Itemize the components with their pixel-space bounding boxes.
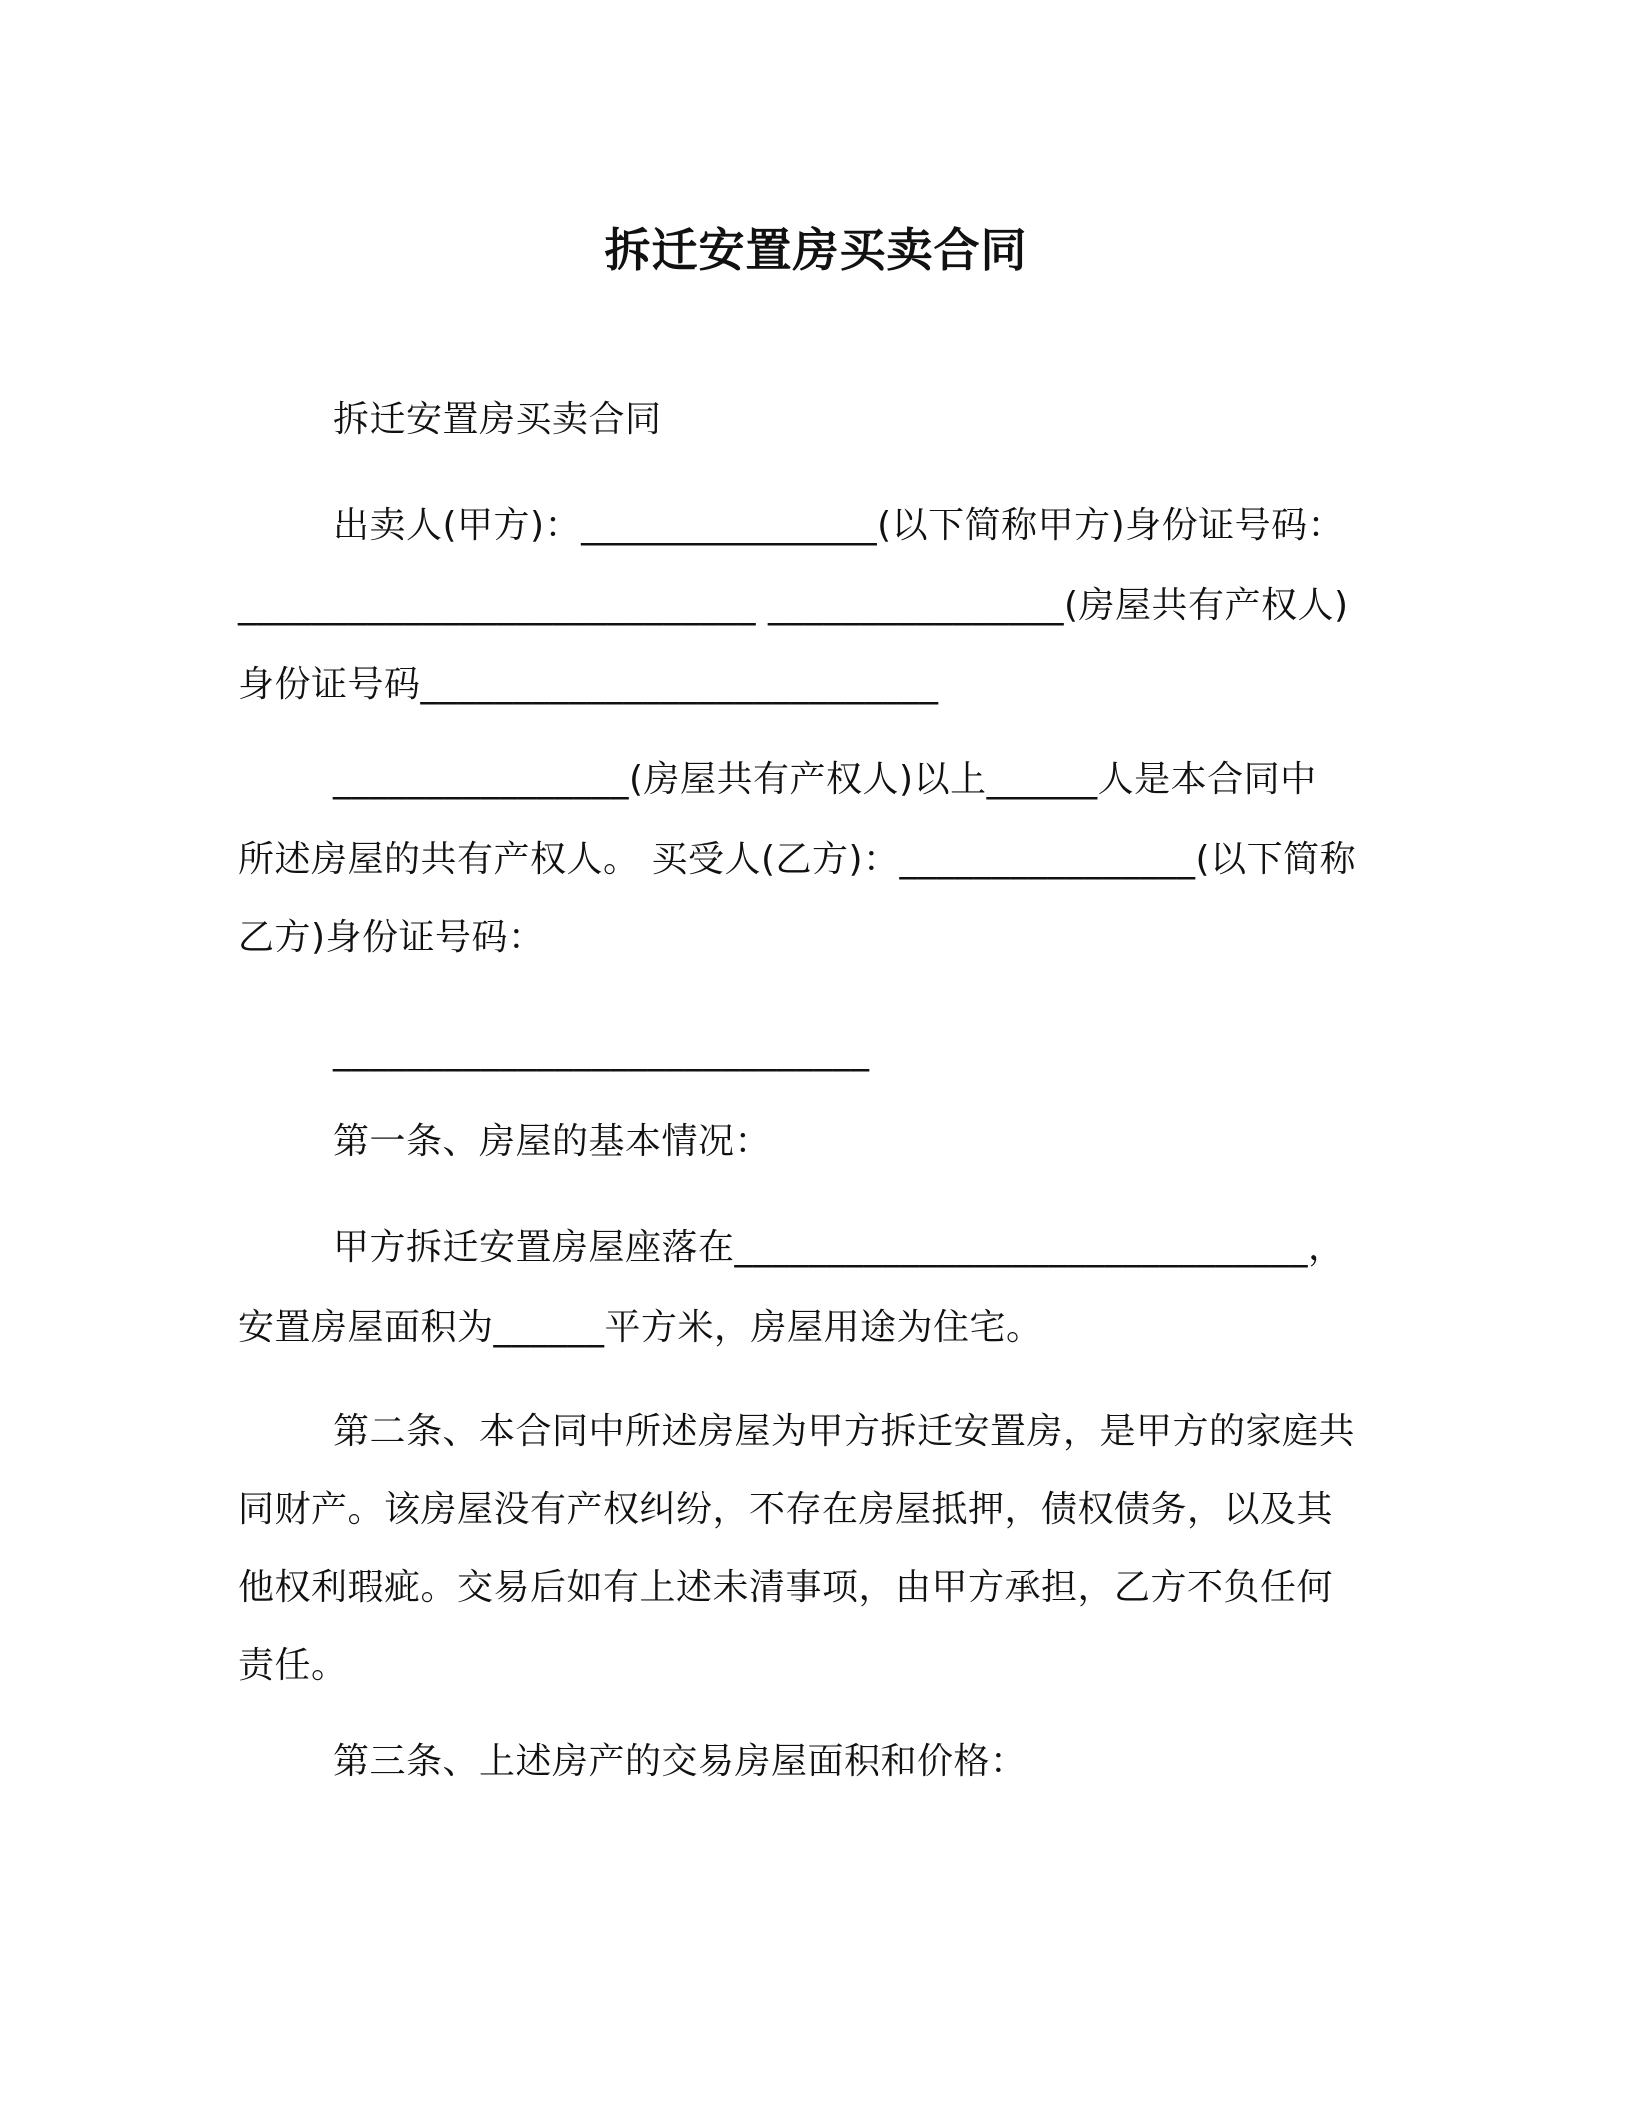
article-3-heading: 第三条、上述房产的交易房屋面积和价格：	[333, 1741, 1027, 1782]
seller-line: 出卖人(甲方)：________________(以下简称甲方)身份证号码：	[333, 505, 1345, 546]
subtitle-line: 拆迁安置房买卖合同	[333, 399, 662, 440]
article-2-line-3: 他权利瑕疵。交易后如有上述未清事项，由甲方承担，乙方不负任何	[238, 1567, 1334, 1608]
buyer-line: 所述房屋的共有产权人。 买受人(乙方)：________________(以下简称	[238, 839, 1357, 880]
article-2-line-2: 同财产。该房屋没有产权纠纷，不存在房屋抵押，债权债务，以及其	[238, 1489, 1334, 1530]
co-owner-line-2: ________________(房屋共有产权人)以上______人是本合同中	[333, 759, 1317, 800]
article-2-line-1: 第二条、本合同中所述房屋为甲方拆迁安置房，是甲方的家庭共	[333, 1411, 1356, 1452]
article-1-heading: 第一条、房屋的基本情况：	[333, 1121, 772, 1162]
article-2-line-4: 责任。	[238, 1645, 348, 1686]
id-number-line: 身份证号码____________________________	[238, 664, 939, 705]
article-1-location: 甲方拆迁安置房屋座落在_______________________________，	[333, 1227, 1345, 1268]
buyer-id-label: 乙方)身份证号码：	[238, 917, 545, 958]
co-owner-line-1: ____________________________ ________________(房屋共有产权人)	[238, 585, 1349, 626]
buyer-id-blank: _____________________________	[333, 1031, 870, 1072]
document-title: 拆迁安置房买卖合同	[604, 223, 1028, 277]
article-1-area: 安置房屋面积为______平方米，房屋用途为住宅。	[238, 1307, 1043, 1348]
